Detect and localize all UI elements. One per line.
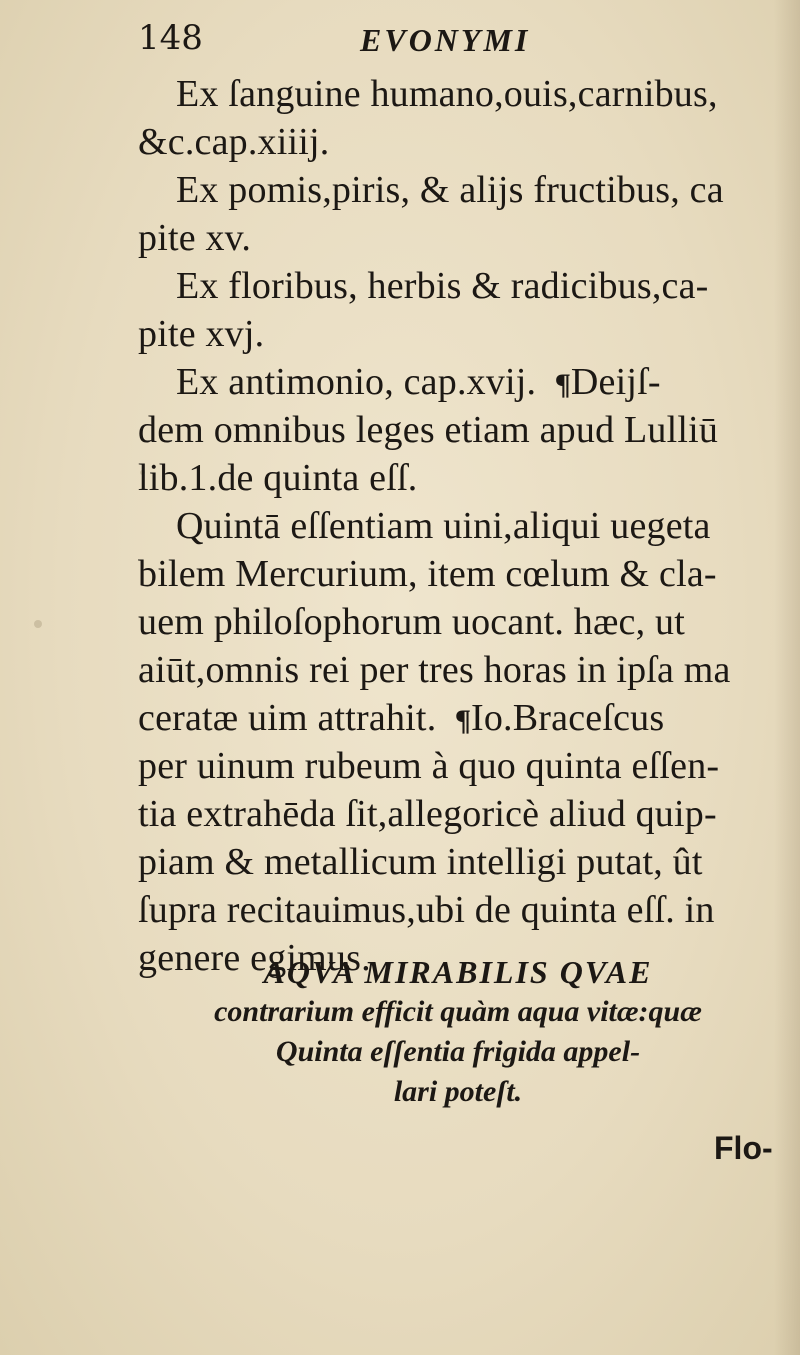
text-line [138,262,778,310]
text-line-content: uem philoſophorum uocant. hæc, ut [138,601,685,643]
page-header [138,18,658,62]
text-line [138,358,778,406]
section-subtitle-line: lari poteſt. [393,1075,523,1108]
text-line-content: bilem Mercurium, item cœlum & cla- [138,553,717,595]
text-line-content: Ex antimonio, cap.xvij. [176,361,537,403]
body-text [138,70,778,982]
text-line-content: Ex ſanguine humano,ouis,carnibus, [176,73,718,115]
text-line-content: piam & metallicum intelligi putat, ût [138,841,703,883]
text-line-content: per uinum rubeum à quo quinta eſſen- [138,745,720,787]
text-line-content: ceratæ uim attrahit. [138,697,437,739]
text-line [138,886,778,934]
running-head: EVONYMI [360,22,531,58]
paragraph-mark-icon: ¶ [555,368,571,401]
text-line [138,646,778,694]
text-line-content: &c.cap.xiiij. [138,121,330,163]
text-line-content: pite xvj. [138,313,265,355]
text-line-continuation: Io.Braceſcus [471,697,665,739]
text-line [138,310,778,358]
text-line-content: aiūt,omnis rei per tres horas in ipſa ma [138,649,731,691]
paragraph-mark-icon: ¶ [455,704,471,737]
text-line [138,550,778,598]
text-line-content: Ex floribus, herbis & radicibus,ca- [176,265,709,307]
text-line-continuation: Deijſ- [570,361,661,403]
text-line [138,454,778,502]
text-line [138,838,778,886]
text-line [138,502,778,550]
text-line [138,598,778,646]
text-line [138,166,778,214]
text-line [138,790,778,838]
text-line [138,694,778,742]
section-subtitle-line: contrarium efficit quàm aqua vitæ:quæ [214,995,702,1028]
text-line [138,118,778,166]
text-line-content: lib.1.de quinta eſſ. [138,457,418,499]
text-line-content: genere egimus. [138,937,371,979]
text-line-content: Quintā eſſentiam uini,aliqui uegeta [176,505,711,547]
section-title: AQVA MIRABILIS QVAE [263,954,653,990]
text-line-content: dem omnibus leges etiam apud Lulliū [138,409,719,451]
page-number: 148 [138,18,203,58]
text-line-content: ſupra recitauimus,ubi de quinta eſſ. in [138,889,715,931]
text-line [138,214,778,262]
section-subtitle-line: Quinta eſſentia frigida appel- [275,1035,641,1068]
text-line [138,742,778,790]
text-line [138,406,778,454]
text-line-content: pite xv. [138,217,252,259]
text-line-content: tia extrahēda ſit,allegoricè aliud quip- [138,793,717,835]
paper-stain [34,620,42,628]
text-line [138,70,778,118]
text-line-content: Ex pomis,piris, & alijs fructibus, ca [176,169,724,211]
catchword: Flo- [714,1130,773,1166]
section-heading [138,952,778,1112]
